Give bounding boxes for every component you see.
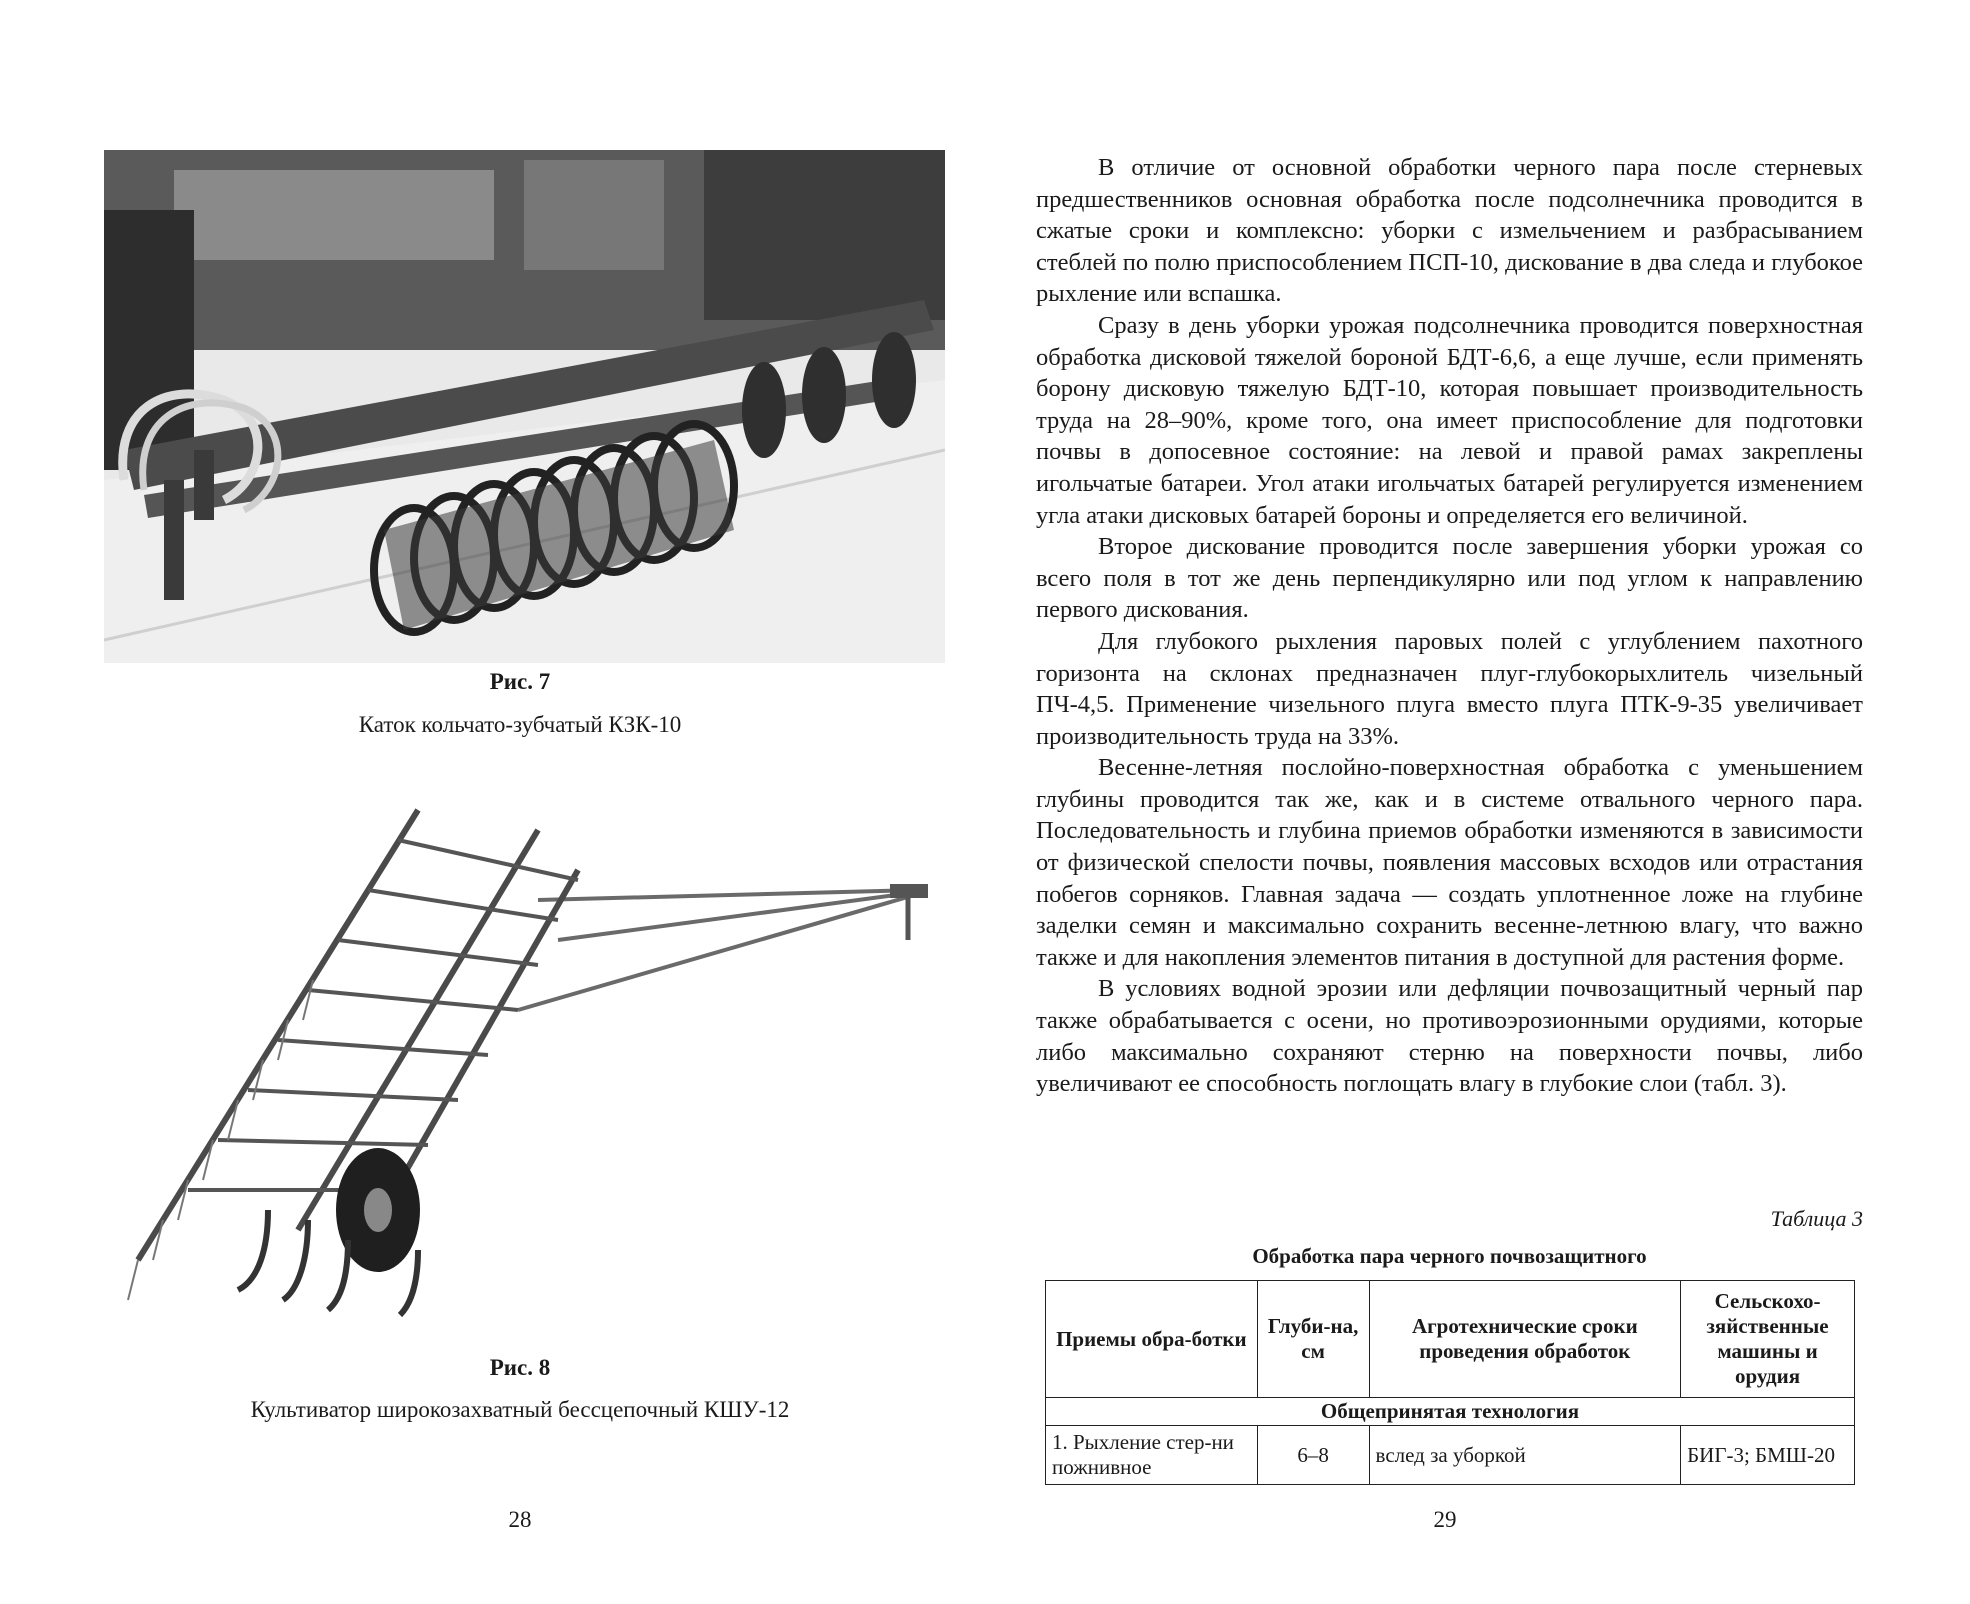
cell-timing: вслед за уборкой (1369, 1426, 1681, 1485)
cell-machines: БИГ-3; БМШ-20 (1681, 1426, 1855, 1485)
paragraph-2: Сразу в день уборки урожая подсолнечника проводится поверхностная обработка дисковой тяжелой бороной БДТ-6,6, а еще лучше, если применять борону дисковую тяжелую БДТ-10, которая повышает производительность труда на 28–90%, кроме того, она имеет приспособление для подготовки почвы в допосевное состояние: на левой и правой рамах закреплены игольчатые батареи. Угол атаки игольчатых батарей регулируется изменением угла атаки дисковых батарей бороны и определяется его величиной. (1036, 311, 1863, 529)
tillage-table (1045, 1280, 1855, 1485)
table-section-row (1046, 1398, 1855, 1426)
header-machines: Сельскохо-зяйственные машины и орудия (1681, 1281, 1855, 1398)
paragraph-6: В условиях водной эрозии или дефляции почвозащитный черный пар также обрабатывается с осени, но противоэрозионными орудиями, которые либо максимально сохраняют стерню на поверхности почвы, либо увеличивают ее способность поглощать влагу в глубокие слои (табл. 3). (1036, 975, 1863, 1098)
figure7-title: Рис. 7 (489, 669, 551, 694)
right-page (985, 0, 1970, 1604)
cultivator-photo-illustration (118, 780, 938, 1335)
paragraph-3: Второе дискование проводится после завершения уборки урожая со всего поля в тот же день перпендикулярно или под углом к направлению первого дискования. (1036, 533, 1863, 624)
table-row (1046, 1426, 1855, 1485)
cell-operation: 1. Рыхление стер-ни пожнивное (1046, 1426, 1258, 1485)
paragraph-4: Для глубокого рыхления паровых полей с углублением пахотного горизонта на склонах предназначен плуг-глубокорыхлитель чизельный ПЧ-4,5. Применение чизельного плуга вместо плуга ПТК-9-35 увеличивает производительность труда на 33%. (1036, 627, 1863, 750)
header-operations: Приемы обра-ботки (1046, 1281, 1258, 1398)
roller-photo-illustration (104, 150, 945, 663)
body-text (1036, 152, 1863, 1100)
cell-depth: 6–8 (1257, 1426, 1369, 1485)
figure8-title: Рис. 8 (489, 1355, 551, 1380)
paragraph-5: Весенне-летняя послойно-поверхностная обработка с уменьшением глубины проводится так же, как и в системе отвального черного пара. Последовательность и глубина приемов обработки изменяются в зависимости от физической спелости почвы, появления массовых всходов или отрастания побегов сорняков. Главная задача — создать уплотненное ложе на глубине заделки семян и максимально сохранить весенне-летнюю влагу, что важно также и для накопления элементов питания в доступной для растения форме. (1036, 754, 1863, 971)
table-header-row (1046, 1281, 1855, 1398)
paragraph-1: В отличие от основной обработки черного пара после стерневых предшественников основная обработка после подсолнечника проводится в сжатые сроки и комплексно: уборки с измельчением и разбрасыванием стеблей по полю приспособлением ПСП-10, дискование в два следа и глубокое рыхление или вспашка. (1036, 154, 1863, 308)
figure8-photo (118, 780, 938, 1335)
figure7-caption: Каток кольчато-зубчатый КЗК-10 (358, 712, 682, 737)
page-number-right: 29 (1433, 1507, 1457, 1532)
header-depth: Глуби-на, см (1257, 1281, 1369, 1398)
header-timing: Агротехнические сроки проведения обработок (1369, 1281, 1681, 1398)
table-title: Обработка пара черного почвозащитного (1252, 1244, 1647, 1268)
page-number-left: 28 (508, 1507, 532, 1532)
figure7-photo (104, 150, 945, 663)
table-label: Таблица 3 (1770, 1206, 1863, 1231)
section-conventional: Общепринятая технология (1046, 1398, 1855, 1426)
figure8-caption: Культиватор широкозахватный бессцепочный КШУ-12 (250, 1397, 790, 1422)
